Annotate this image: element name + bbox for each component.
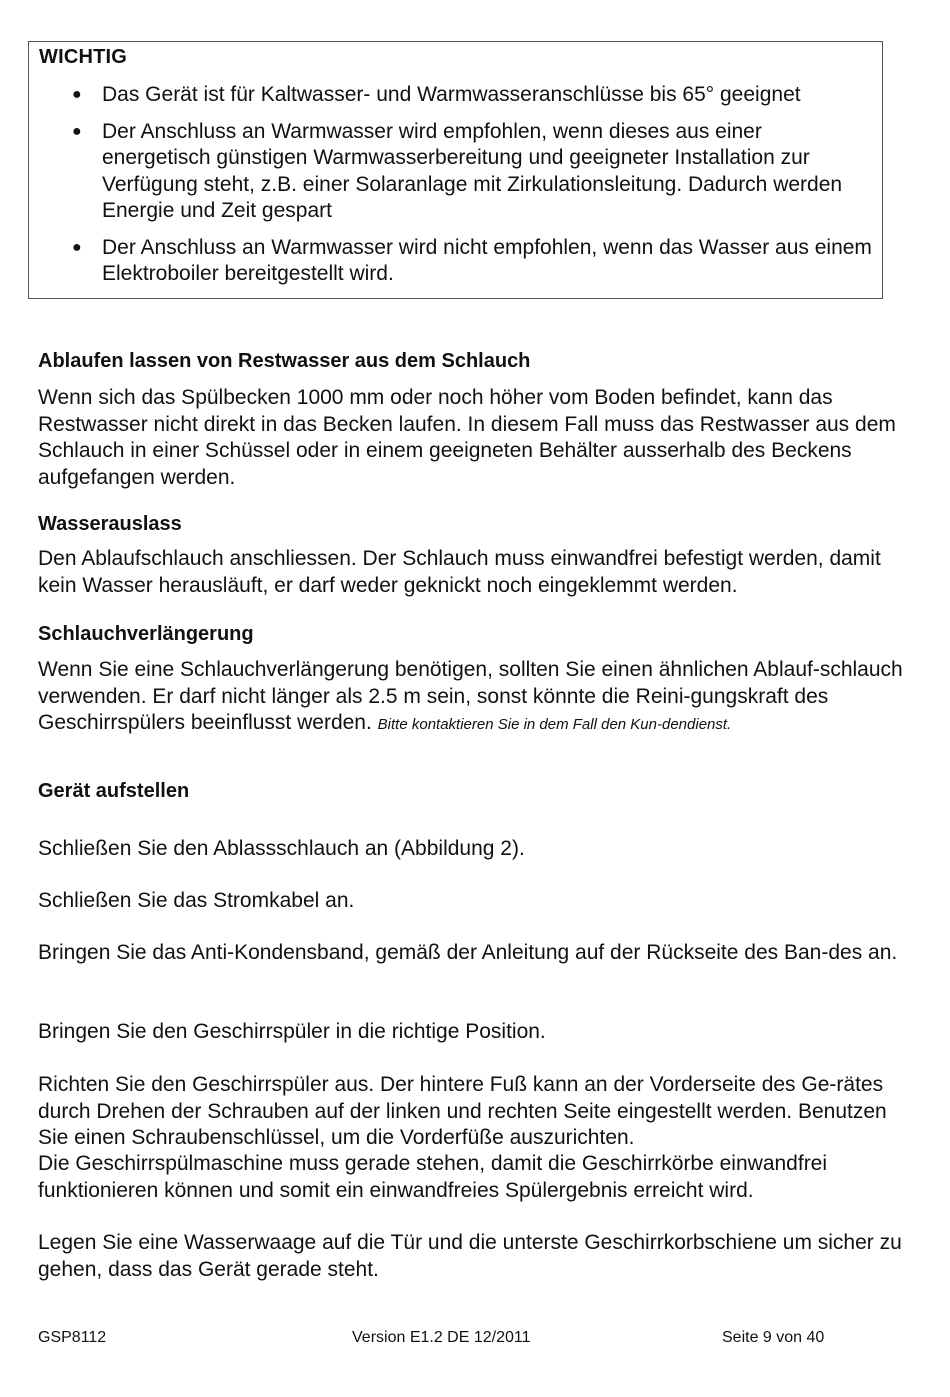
section-heading-wasserauslass: Wasserauslass [38,513,182,535]
section-body-restwasser: Wenn sich das Spülbecken 1000 mm oder noch höher vom Boden befindet, kann das Restwasser nicht direkt in das Becken laufen. In diesem Fall muss das Restwasser aus dem Schlauch in einer Schüssel oder in einem geeigneten Behälter ausserhalb des Beckens aufgefangen werden. [38,386,896,489]
warning-item-text: Der Anschluss an Warmwasser wird empfohlen, wenn dieses aus einer energetisch günstigen Warmwasserbereitung und geeigneter Installation zur Verfügung steht, z.B. einer Solaranlage mit Zirkulationsleitung. Dadurch werden Energie und Zeit gespart [102,119,843,222]
aufstellen-paragraph: Bringen Sie den Geschirrspüler in die richtige Position. [38,1020,546,1043]
aufstellen-paragraph: Bringen Sie das Anti-Kondensband, gemäß der Anleitung auf der Rückseite des Ban-des an. [38,941,898,964]
bullet-icon: ● [72,86,82,103]
footer-page-number: Seite 9 von 40 [722,1329,825,1346]
warning-title: WICHTIG [39,46,128,68]
verlaengerung-note: Bitte kontaktieren Sie in dem Fall den Kun-dendienst. [377,716,732,733]
aufstellen-paragraph: Legen Sie eine Wasserwaage auf die Tür und die unterste Geschirrkorbschiene um sicher zu gehen, dass das Gerät gerade steht. [38,1231,902,1281]
aufstellen-paragraph: Schließen Sie den Ablassschlauch an (Abbildung 2). [38,837,525,860]
section-heading-verlaengerung: Schlauchverlängerung [38,623,254,645]
section-heading-aufstellen: Gerät aufstellen [38,780,190,802]
aufstellen-paragraph: Die Geschirrspülmaschine muss gerade stehen, damit die Geschirrkörbe einwandfrei funktionieren können und somit ein einwandfreies Spülergebnis erreicht wird. [38,1152,828,1202]
warning-box [28,41,883,299]
warning-item [29,82,882,109]
section-heading-restwasser: Ablaufen lassen von Restwasser aus dem Schlauch [38,350,531,372]
section-body-wasserauslass: Den Ablaufschlauch anschliessen. Der Schlauch muss einwandfrei befestigt werden, damit kein Wasser herausläuft, er darf weder geknickt noch eingeklemmt werden. [38,547,881,597]
footer-model: GSP8112 [38,1329,107,1346]
warning-item [29,119,882,225]
bullet-icon: ● [72,238,82,256]
bullet-icon: ● [72,122,82,140]
aufstellen-paragraph: Schließen Sie das Stromkabel an. [38,889,355,912]
section-body-verlaengerung [38,657,918,739]
aufstellen-paragraph: Richten Sie den Geschirrspüler aus. Der hintere Fuß kann an der Vorderseite des Ge-rätes durch Drehen der Schrauben auf der linken und rechten Seite eingestellt werden. Benutzen Sie einen Schraubenschlüssel, um die Vorderfüße auszurichten. [38,1073,887,1149]
warning-list [29,82,882,298]
warning-item [29,235,882,288]
footer-version: Version E1.2 DE 12/2011 [352,1329,531,1346]
warning-item-text: Der Anschluss an Warmwasser wird nicht empfohlen, wenn das Wasser aus einem Elektroboiler bereitgestellt wird. [102,235,872,285]
warning-item-text: Das Gerät ist für Kaltwasser- und Warmwasseranschlüsse bis 65° geeignet [102,83,801,106]
verlaengerung-text: Wenn Sie eine Schlauchverlängerung benötigen, sollten Sie einen ähnlichen Ablauf-schlauch verwenden. Er darf nicht länger als 2.5 m sein, sonst könnte die Reini-gungskraft des Geschirrspülers beeinflusst werden. [38,658,903,734]
